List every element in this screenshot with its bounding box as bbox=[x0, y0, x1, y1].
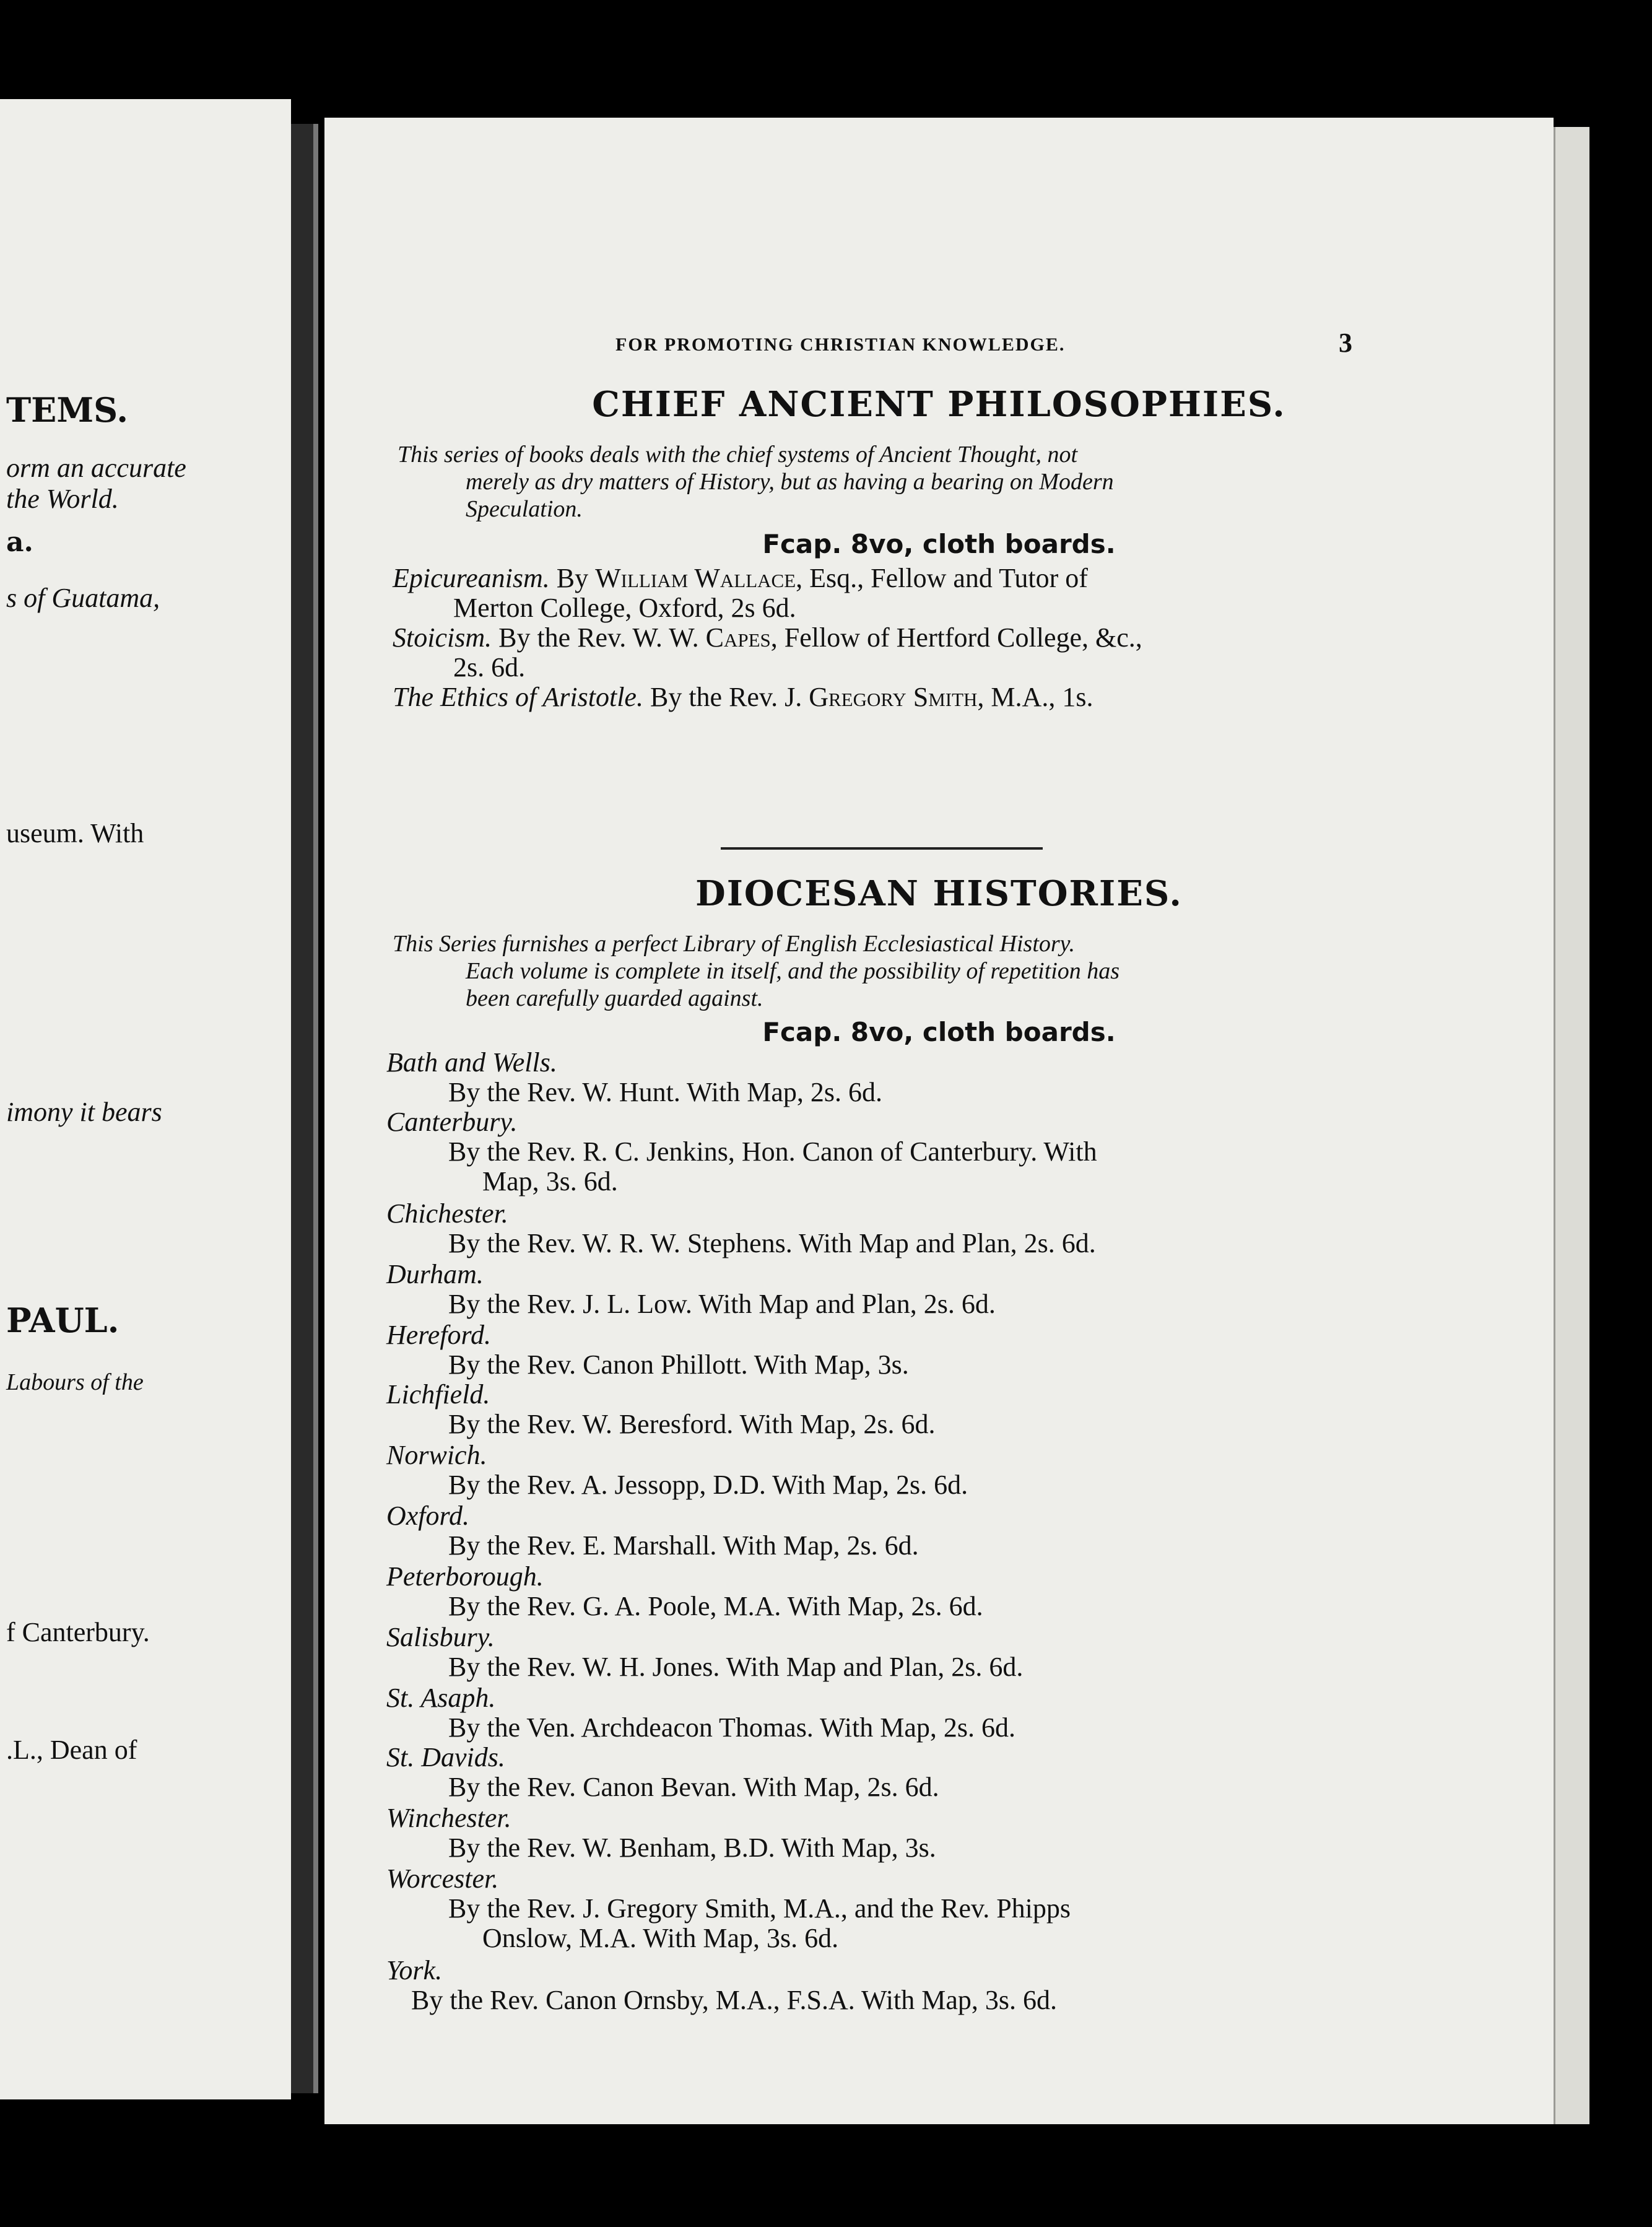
left-text-line: useum. With bbox=[6, 818, 144, 848]
philosophies-intro-line: merely as dry matters of History, but as having a bearing on Modern bbox=[466, 469, 1114, 495]
diocese-name: Salisbury. bbox=[386, 1622, 495, 1652]
book-title: Stoicism. bbox=[393, 622, 492, 653]
diocese-entry: By the Rev. J. L. Low. With Map and Plan, 2s. 6d. bbox=[448, 1289, 996, 1319]
diocese-entry-cont: Onslow, M.A. With Map, 3s. 6d. bbox=[482, 1923, 839, 1953]
diocese-entry: By the Rev. Canon Ornsby, M.A., F.S.A. With Map, 3s. 6d. bbox=[411, 1985, 1057, 2015]
histories-intro-line: been carefully guarded against. bbox=[466, 985, 763, 1011]
left-text-line: s of Guatama, bbox=[6, 583, 160, 613]
section-title-philosophies: CHIEF ANCIENT PHILOSOPHIES. bbox=[592, 384, 1286, 425]
histories-intro-line: This Series furnishes a perfect Library of English Ecclesiastical History. bbox=[393, 931, 1075, 957]
diocese-name: Worcester. bbox=[386, 1863, 499, 1894]
histories-format: Fcap. 8vo, cloth boards. bbox=[762, 1017, 1116, 1047]
philosophy-entry: Stoicism. By the Rev. W. W. Capes, Fellow of Hertford College, &c., bbox=[393, 622, 1142, 653]
book-title: Epicureanism. bbox=[393, 563, 550, 593]
diocese-entry: By the Ven. Archdeacon Thomas. With Map, 2s. 6d. bbox=[448, 1712, 1016, 1743]
diocese-entry: By the Rev. Canon Bevan. With Map, 2s. 6d. bbox=[448, 1772, 939, 1802]
running-head: FOR PROMOTING CHRISTIAN KNOWLEDGE. bbox=[615, 334, 1066, 355]
philosophy-entry: The Ethics of Aristotle. By the Rev. J. Gregory Smith, M.A., 1s. bbox=[393, 682, 1093, 712]
section-divider bbox=[721, 847, 1043, 850]
diocese-name: St. Davids. bbox=[386, 1742, 505, 1772]
left-text-line: f Canterbury. bbox=[6, 1617, 150, 1647]
histories-intro-line: Each volume is complete in itself, and the possibility of repetition has bbox=[466, 958, 1120, 984]
philosophy-entry-cont: Merton College, Oxford, 2s 6d. bbox=[453, 593, 796, 623]
previous-page-fragment bbox=[0, 99, 291, 2099]
diocese-name: York. bbox=[386, 1955, 443, 1985]
diocese-entry: By the Rev. W. Benham, B.D. With Map, 3s. bbox=[448, 1833, 936, 1863]
left-heading-paul: PAUL. bbox=[6, 1301, 120, 1340]
diocese-entry: By the Rev. J. Gregory Smith, M.A., and the Rev. Phipps bbox=[448, 1893, 1071, 1924]
diocese-name: St. Asaph. bbox=[386, 1683, 496, 1713]
diocese-entry: By the Rev. R. C. Jenkins, Hon. Canon of Canterbury. With bbox=[448, 1136, 1097, 1167]
page-edge bbox=[1554, 127, 1589, 2124]
diocese-name: Winchester. bbox=[386, 1803, 511, 1833]
gutter-edge bbox=[313, 124, 318, 2093]
diocese-entry: By the Rev. Canon Phillott. With Map, 3s. bbox=[448, 1349, 909, 1380]
philosophy-entry: Epicureanism. By William Wallace, Esq., Fellow and Tutor of bbox=[393, 563, 1088, 593]
author-name: Gregory Smith bbox=[809, 682, 978, 712]
left-heading-tems: TEMS. bbox=[6, 390, 128, 430]
author-name: William Wallace bbox=[595, 563, 796, 593]
page-number: 3 bbox=[1339, 328, 1352, 358]
diocese-entry: By the Rev. A. Jessopp, D.D. With Map, 2s. 6d. bbox=[448, 1470, 968, 1500]
diocese-name: Hereford. bbox=[386, 1320, 492, 1350]
diocese-entry: By the Rev. W. R. W. Stephens. With Map and Plan, 2s. 6d. bbox=[448, 1228, 1096, 1258]
left-text-line: orm an accurate bbox=[6, 453, 186, 483]
section-title-histories: DIOCESAN HISTORIES. bbox=[695, 873, 1183, 914]
book-title: The Ethics of Aristotle. bbox=[393, 682, 643, 712]
diocese-name: Norwich. bbox=[386, 1440, 487, 1470]
philosophy-entry-cont: 2s. 6d. bbox=[453, 652, 526, 682]
diocese-name: Bath and Wells. bbox=[386, 1047, 557, 1078]
philosophies-intro-line: Speculation. bbox=[466, 496, 583, 522]
author-name: Capes bbox=[705, 622, 771, 653]
left-text-line: imony it bears bbox=[6, 1097, 162, 1127]
diocese-entry: By the Rev. W. Hunt. With Map, 2s. 6d. bbox=[448, 1077, 883, 1107]
diocese-entry-cont: Map, 3s. 6d. bbox=[482, 1166, 618, 1196]
diocese-name: Oxford. bbox=[386, 1501, 470, 1531]
diocese-entry: By the Rev. W. Beresford. With Map, 2s. 6d. bbox=[448, 1409, 936, 1439]
diocese-name: Peterborough. bbox=[386, 1561, 544, 1592]
left-text-line: the World. bbox=[6, 484, 119, 514]
philosophies-intro-line: This series of books deals with the chief systems of Ancient Thought, not bbox=[398, 442, 1078, 468]
left-text-line: .L., Dean of bbox=[6, 1735, 137, 1765]
philosophies-format: Fcap. 8vo, cloth boards. bbox=[762, 529, 1116, 559]
left-text-line: a. bbox=[6, 526, 33, 558]
diocese-entry: By the Rev. G. A. Poole, M.A. With Map, 2s. 6d. bbox=[448, 1591, 983, 1621]
diocese-name: Chichester. bbox=[386, 1198, 508, 1229]
diocese-entry: By the Rev. W. H. Jones. With Map and Plan, 2s. 6d. bbox=[448, 1652, 1024, 1682]
diocese-entry: By the Rev. E. Marshall. With Map, 2s. 6d. bbox=[448, 1530, 919, 1561]
catalogue-page bbox=[324, 118, 1554, 2124]
left-text-line: Labours of the bbox=[6, 1369, 144, 1395]
diocese-name: Durham. bbox=[386, 1259, 484, 1289]
diocese-name: Lichfield. bbox=[386, 1379, 490, 1410]
diocese-name: Canterbury. bbox=[386, 1107, 518, 1137]
